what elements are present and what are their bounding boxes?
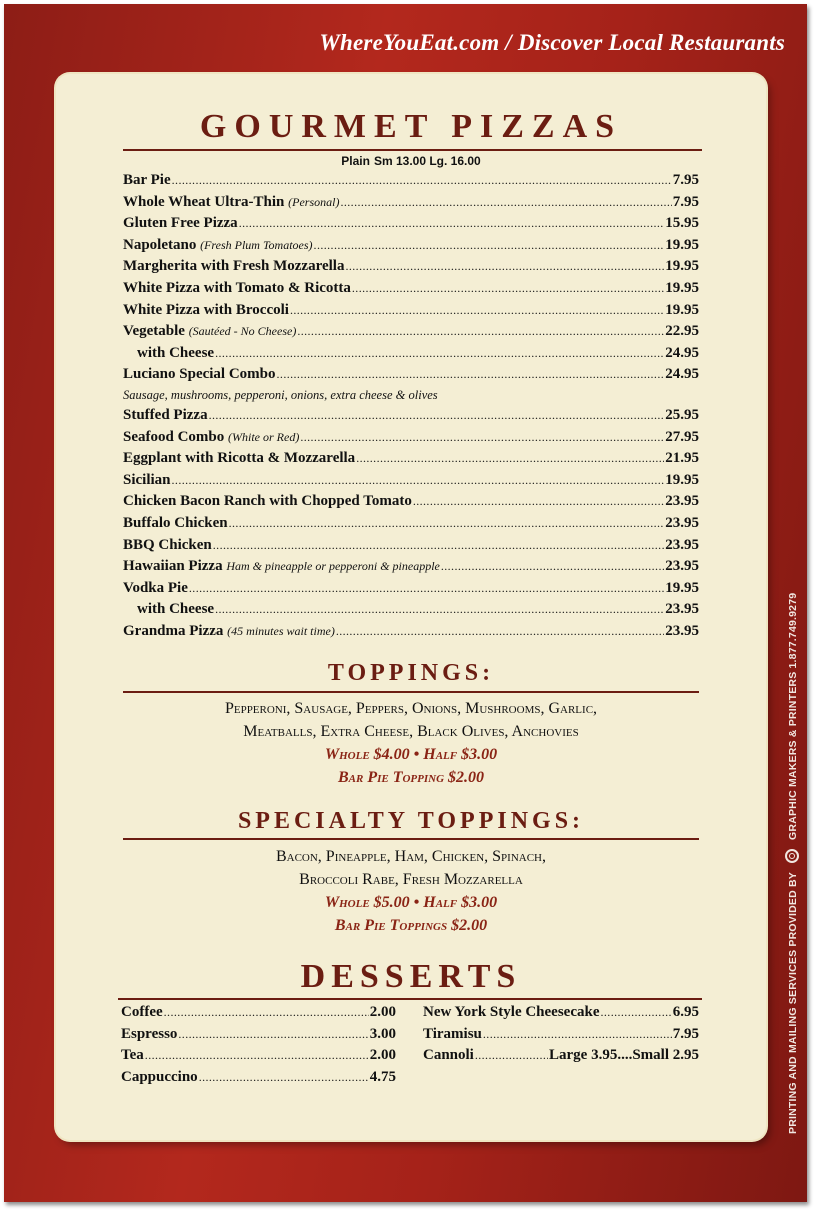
specialty-bar-pie-price: Bar Pie Toppings $2.00 <box>334 917 488 934</box>
item-name-group <box>123 237 313 254</box>
item-price: 22.95 <box>665 323 699 340</box>
plain-label: Plain <box>341 154 370 168</box>
dot-leader <box>145 1048 369 1063</box>
pizza-item-napoletano <box>123 237 699 259</box>
dessert-item-tea <box>121 1047 396 1069</box>
dot-leader <box>345 259 664 274</box>
dot-leader <box>213 538 664 553</box>
item-name: Cappuccino <box>121 1068 198 1085</box>
item-name-group <box>123 280 351 297</box>
item-price: 7.95 <box>672 193 699 210</box>
item-name: Sicilian <box>123 471 171 488</box>
specialty-toppings-price: Whole $5.00 • Half $3.00 <box>324 894 498 911</box>
item-price: 7.95 <box>672 172 699 188</box>
dessert-item-new-york-style-cheesecake <box>423 1004 699 1026</box>
item-note: (45 minutes wait time) <box>227 623 335 638</box>
pizza-item-vodka-pie <box>123 580 699 602</box>
dessert-item-cappuccino <box>121 1069 396 1091</box>
item-note: (Personal) <box>288 194 340 209</box>
dot-leader <box>172 473 665 488</box>
toppings-rule <box>123 691 699 693</box>
item-name: New York Style Cheesecake <box>423 1004 600 1020</box>
item-name: Napoletano <box>123 236 197 253</box>
item-name: Tea <box>121 1047 144 1064</box>
dot-leader <box>178 1027 368 1042</box>
item-name-group <box>123 194 339 211</box>
item-name-group <box>121 1026 177 1043</box>
item-name-group <box>123 323 296 340</box>
item-name-group <box>123 515 228 532</box>
specialty-toppings-line-2: Broccoli Rabe, Fresh Mozzarella <box>299 871 523 888</box>
item-name-group <box>121 1069 198 1086</box>
site-header[interactable]: WhereYouEat.com / Discover Local Restaurants <box>319 30 785 55</box>
dot-leader <box>314 238 665 253</box>
item-name-group <box>423 1004 600 1021</box>
dot-leader <box>297 324 664 339</box>
plain-prices: Sm 13.00 Lg. 16.00 <box>373 154 481 168</box>
item-price: 23.95 <box>665 493 699 510</box>
pizza-item-hawaiian-pizza <box>123 558 699 580</box>
item-note: (Sautéed - No Cheese) <box>188 324 297 339</box>
item-price: 27.95 <box>665 428 699 445</box>
item-name: Eggplant with Ricotta & Mozzarella <box>123 450 356 467</box>
item-note: (White or Red) <box>228 429 300 444</box>
item-price: 19.95 <box>665 258 699 275</box>
pizza-item-sicilian <box>123 472 699 494</box>
item-name: Margherita with Fresh Mozzarella <box>123 258 345 275</box>
toppings-list-line-2: Meatballs, Extra Cheese, Black Olives, Anchovies <box>243 723 579 740</box>
pizza-item-grandma-pizza <box>123 623 699 645</box>
dot-leader <box>239 216 665 231</box>
item-name-group <box>123 345 214 362</box>
item-name: Hawaiian Pizza <box>123 558 223 575</box>
item-price: 24.95 <box>665 366 699 383</box>
dot-leader <box>483 1027 672 1042</box>
item-price: 19.95 <box>665 301 699 318</box>
item-name-group <box>121 1047 144 1064</box>
item-name: Vodka Pie <box>123 579 188 596</box>
desserts-left-column <box>121 1004 396 1090</box>
pizza-item-margherita-with-fresh-mozzarella <box>123 258 699 280</box>
dessert-item-tiramisu <box>423 1026 699 1048</box>
item-name-group <box>123 601 214 618</box>
item-price: 2.00 <box>369 1047 396 1064</box>
item-price: 19.95 <box>665 236 699 253</box>
dot-leader <box>441 559 664 574</box>
dessert-item-cannoli <box>423 1047 699 1069</box>
item-name-group <box>123 302 289 319</box>
item-name: White Pizza with Broccoli <box>123 301 289 318</box>
item-name-group <box>123 472 171 489</box>
item-price: Large 3.95....Small 2.95 <box>549 1047 699 1064</box>
item-note: Ham & pineapple or pepperoni & pineapple <box>226 559 440 574</box>
dessert-item-coffee <box>121 1004 396 1026</box>
pizza-item-white-pizza-with-tomato-and-ricotta <box>123 280 699 302</box>
item-name: Coffee <box>121 1004 163 1020</box>
item-name: Gluten Free Pizza <box>123 215 238 232</box>
pizza-item-chicken-bacon-ranch-with-chopped-tomato <box>123 493 699 515</box>
item-price: 19.95 <box>665 579 699 596</box>
item-price: 19.95 <box>665 471 699 488</box>
item-name: with Cheese <box>137 344 215 361</box>
specialty-toppings-title: SPECIALTY TOPPINGS: <box>237 808 585 834</box>
pizza-item-buffalo-chicken <box>123 515 699 537</box>
pizza-item-bbq-chicken <box>123 537 699 559</box>
dot-leader <box>413 494 664 509</box>
item-name-group <box>123 258 344 275</box>
item-name: Cannoli <box>423 1047 474 1064</box>
desserts-title: DESSERTS <box>300 958 522 995</box>
item-name: with Cheese <box>137 601 215 618</box>
item-price: 2.00 <box>369 1004 396 1020</box>
pizza-list <box>123 172 699 644</box>
item-name: Whole Wheat Ultra-Thin <box>123 193 285 210</box>
bar-pie-topping-price: Bar Pie Topping $2.00 <box>337 769 485 786</box>
specialty-toppings-line-1: Bacon, Pineapple, Ham, Chicken, Spinach, <box>275 848 547 865</box>
gourmet-pizzas-rule <box>123 149 702 151</box>
item-price: 21.95 <box>665 450 699 467</box>
item-name-group <box>123 215 238 232</box>
item-name: Buffalo Chicken <box>123 514 228 531</box>
item-name-group <box>423 1026 482 1043</box>
pizza-item-eggplant-with-ricotta-and-mozzarella <box>123 450 699 472</box>
pizza-item-vegetable <box>123 323 699 345</box>
dot-leader <box>475 1048 548 1063</box>
item-name-group <box>123 450 355 467</box>
item-name: Tiramisu <box>423 1025 482 1042</box>
item-price: 15.95 <box>665 215 699 232</box>
item-price: 25.95 <box>665 406 699 423</box>
pizza-item-white-pizza-with-broccoli <box>123 302 699 324</box>
item-name-group <box>423 1047 474 1064</box>
dot-leader <box>336 624 664 639</box>
item-name-group <box>123 623 335 640</box>
dot-leader <box>601 1005 672 1020</box>
item-name-group <box>123 429 299 446</box>
item-name: Bar Pie <box>123 172 171 188</box>
item-price: 23.95 <box>665 536 699 553</box>
item-note: (Fresh Plum Tomatoes) <box>200 237 313 252</box>
dot-leader <box>189 581 664 596</box>
menu-page <box>4 4 807 1202</box>
item-name: Grandma Pizza <box>123 622 224 639</box>
item-price: 23.95 <box>665 558 699 575</box>
item-price: 23.95 <box>665 601 699 618</box>
item-price: 7.95 <box>672 1025 699 1042</box>
item-name-group <box>123 407 208 424</box>
item-name-group <box>123 537 212 554</box>
item-description: Sausage, mushrooms, pepperoni, onions, extra cheese & olives <box>123 387 438 402</box>
dot-leader <box>209 408 665 423</box>
pizza-item-gluten-free-pizza <box>123 215 699 237</box>
toppings-title: TOPPINGS: <box>327 660 495 686</box>
printer-credit-company: GRAPHIC MAKERS & PRINTERS 1.877.749.9279 <box>786 592 799 840</box>
item-name: Vegetable <box>123 323 185 340</box>
item-name-group <box>123 493 412 510</box>
desserts-rule <box>118 998 702 1000</box>
item-price: 23.95 <box>665 622 699 639</box>
dot-leader <box>277 367 665 382</box>
item-name-group <box>123 172 171 189</box>
item-price: 6.95 <box>672 1004 699 1020</box>
gourmet-pizzas-title: GOURMET PIZZAS <box>199 108 623 145</box>
plain-pizza-price <box>56 154 766 168</box>
menu-panel <box>56 74 766 1140</box>
item-price: 4.75 <box>369 1068 396 1085</box>
item-name: Chicken Bacon Ranch with Chopped Tomato <box>123 493 412 510</box>
pizza-item-bar-pie <box>123 172 699 194</box>
item-price: 24.95 <box>665 344 699 361</box>
printer-credit-text: PRINTING AND MAILING SERVICES PROVIDED BY <box>786 872 799 1134</box>
printer-credit <box>786 593 800 1134</box>
item-name-group <box>123 366 276 383</box>
item-name: Luciano Special Combo <box>123 366 276 383</box>
pizza-item-whole-wheat-ultra-thin <box>123 194 699 216</box>
item-name: White Pizza with Tomato & Ricotta <box>123 279 351 296</box>
desserts-right-column <box>423 1004 699 1069</box>
item-name: Stuffed Pizza <box>123 406 208 423</box>
pizza-item-luciano-special-combo <box>123 366 699 388</box>
dot-leader <box>340 195 671 210</box>
item-name: BBQ Chicken <box>123 536 212 553</box>
dessert-item-espresso <box>121 1026 396 1048</box>
pizza-item-stuffed-pizza <box>123 407 699 429</box>
pizza-item-seafood-combo <box>123 429 699 451</box>
dot-leader <box>290 303 664 318</box>
dot-leader <box>172 173 672 188</box>
dot-leader <box>300 430 664 445</box>
graphic-makers-logo-icon <box>785 849 799 863</box>
item-name-group <box>121 1004 163 1021</box>
dot-leader <box>229 516 665 531</box>
item-price: 23.95 <box>665 514 699 531</box>
dot-leader <box>356 451 664 466</box>
specialty-toppings-rule <box>123 838 699 840</box>
item-name-group <box>123 580 188 597</box>
dot-leader <box>164 1005 369 1020</box>
item-price: 19.95 <box>665 279 699 296</box>
dot-leader <box>352 281 664 296</box>
item-name: Espresso <box>121 1025 178 1042</box>
dot-leader <box>199 1070 369 1085</box>
item-price: 3.00 <box>369 1025 396 1042</box>
dot-leader <box>215 602 664 617</box>
item-name-group <box>123 558 440 575</box>
dot-leader <box>215 346 664 361</box>
toppings-price: Whole $4.00 • Half $3.00 <box>324 746 498 763</box>
toppings-list-line-1: Pepperoni, Sausage, Peppers, Onions, Mushrooms, Garlic, <box>224 700 598 717</box>
item-name: Seafood Combo <box>123 428 225 445</box>
pizza-item-with-cheese <box>123 601 699 623</box>
pizza-item-with-cheese <box>123 345 699 367</box>
